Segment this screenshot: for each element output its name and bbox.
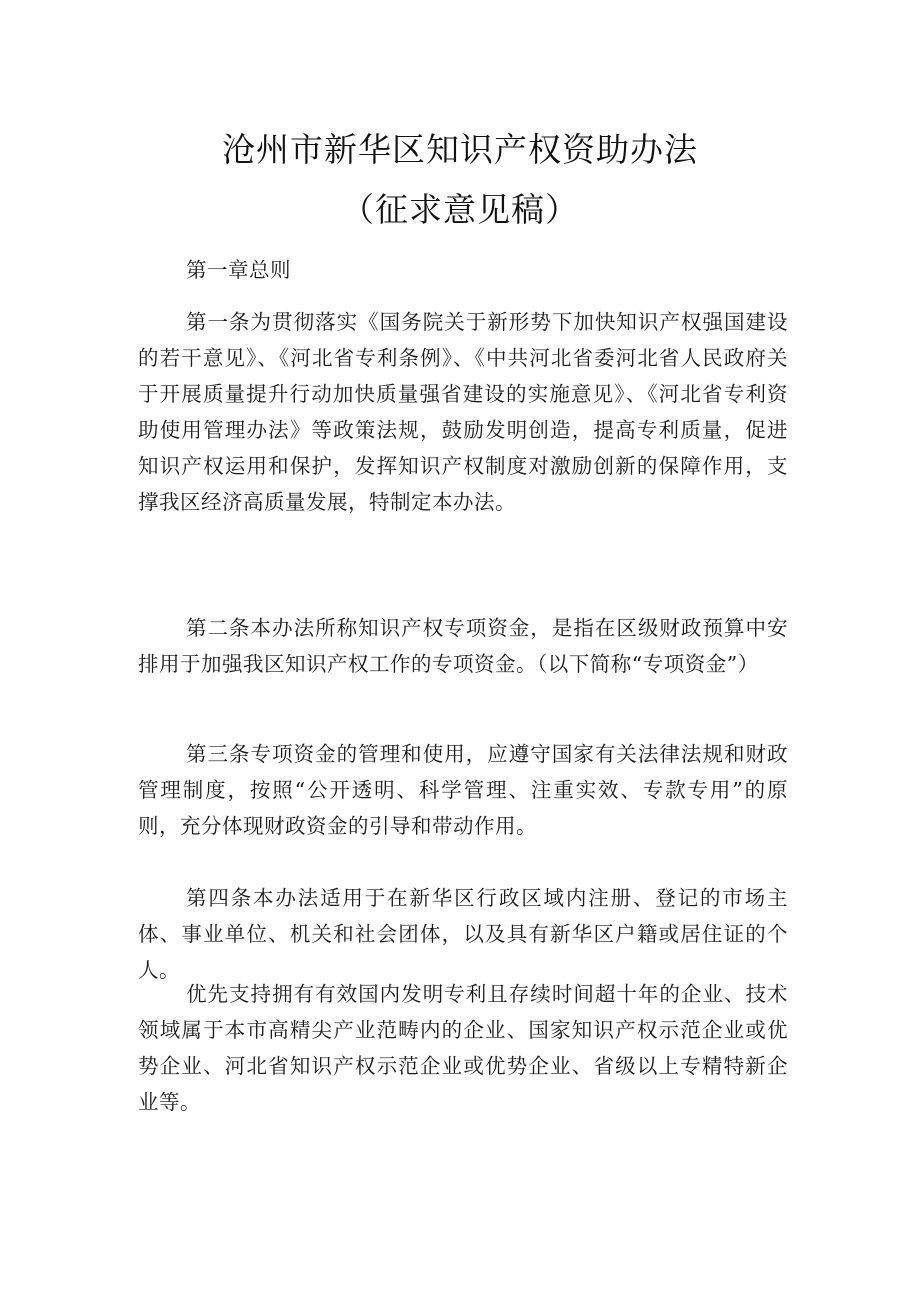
priority-support-paragraph: 优先支持拥有有效国内发明专利且存续时间超十年的企业、技术领域属于本市高精尖产业范畴内的企业、国家知识产权示范企业或优势企业、河北省知识产权示范企业或优势企业、省级以上专精特新企业等。: [138, 982, 788, 1114]
article-4-paragraph: 第四条本办法适用于在新华区行政区域内注册、登记的市场主体、事业单位、机关和社会团体，以及具有新华区户籍或居住证的个人。: [138, 886, 788, 982]
document-subtitle: （征求意见稿）: [341, 190, 579, 229]
article-2-paragraph: 第二条本办法所称知识产权专项资金，是指在区级财政预算中安排用于加强我区知识产权工作的专项资金。（以下简称“专项资金”）: [138, 616, 788, 676]
document-title: 沧州市新华区知识产权资助办法: [222, 130, 698, 169]
chapter-heading: 第一章总则: [186, 258, 291, 282]
article-1-paragraph: 第一条为贯彻落实《国务院关于新形势下加快知识产权强国建设的若干意见》、《河北省专利条例》、《中共河北省委河北省人民政府关于开展质量提升行动加快质量强省建设的实施意见》、《河北省专利资助使用管理办法》等政策法规，鼓励发明创造，提高专利质量，促进知识产权运用和保护，发挥知识产权制度对激励创新的保障作用，支撑我区经济高质量发展，特制定本办法。: [138, 310, 788, 514]
article-3-paragraph: 第三条专项资金的管理和使用，应遵守国家有关法律法规和财政管理制度，按照“公开透明、科学管理、注重实效、专款专用”的原则，充分体现财政资金的引导和带动作用。: [138, 742, 788, 838]
